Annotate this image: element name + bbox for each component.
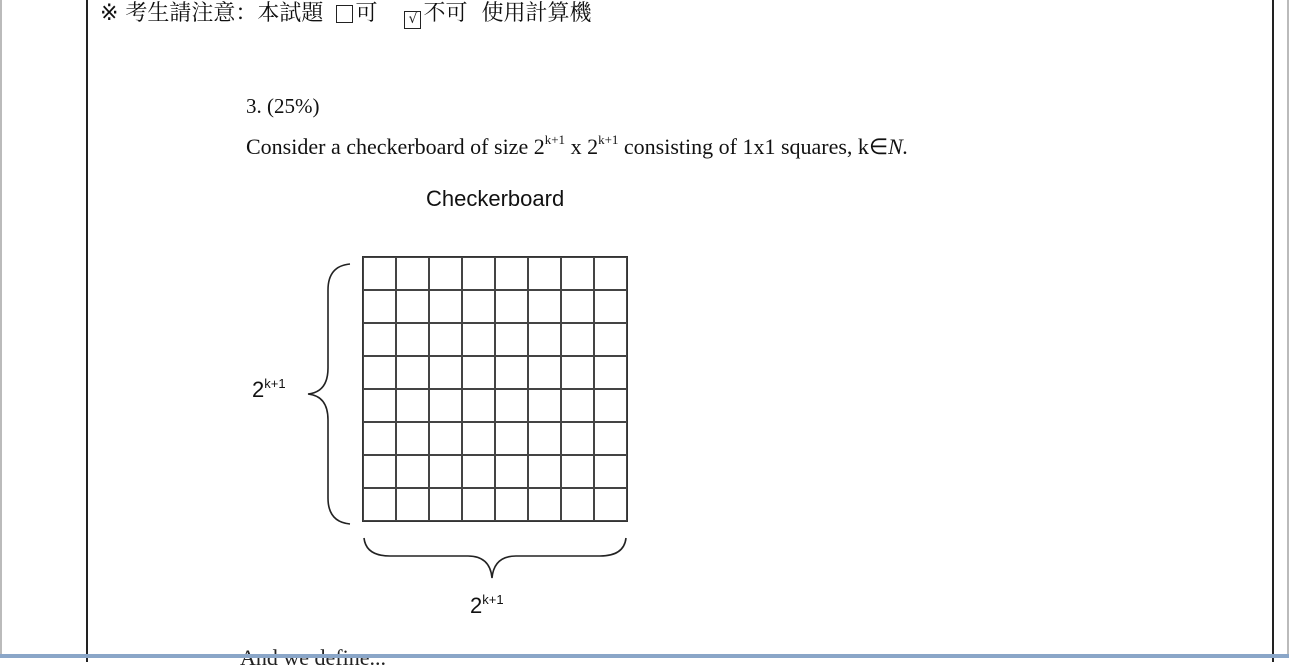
window-bottom-bar (0, 654, 1289, 658)
exponent-2: k+1 (598, 132, 619, 147)
question-text (246, 132, 908, 160)
board-square (396, 356, 429, 389)
calculator-notice (100, 0, 591, 30)
board-square (561, 356, 594, 389)
left-brace (300, 260, 360, 526)
board-square (594, 356, 627, 389)
board-square (429, 356, 462, 389)
board-square (429, 323, 462, 356)
bottom-label-exponent: k+1 (482, 592, 504, 607)
question-number: 3. (25%) (246, 94, 320, 118)
board-square (396, 389, 429, 422)
board-square (396, 455, 429, 488)
bottom-size-label (470, 592, 504, 619)
board-square (594, 455, 627, 488)
notice-prefix: ※ 考生請注意：本試題 (100, 1, 324, 26)
board-square (528, 290, 561, 323)
board-square (528, 455, 561, 488)
board-square (495, 356, 528, 389)
bottom-brace (360, 534, 630, 582)
board-square (561, 257, 594, 290)
board-square (462, 422, 495, 455)
board-square (594, 257, 627, 290)
board-square (495, 389, 528, 422)
question-text-part3: consisting of 1x1 squares, k (618, 134, 869, 159)
board-square (528, 422, 561, 455)
board-square (528, 257, 561, 290)
board-square (495, 422, 528, 455)
left-size-label (252, 376, 286, 403)
board-square (495, 488, 528, 521)
board-square (528, 488, 561, 521)
board-square (429, 422, 462, 455)
board-square (462, 323, 495, 356)
board-square (561, 455, 594, 488)
board-square (462, 488, 495, 521)
natural-numbers-symbol: N. (888, 134, 909, 159)
not-allowed-label: 不可 (423, 1, 468, 26)
board-square (363, 422, 396, 455)
board-square (462, 389, 495, 422)
board-square (396, 323, 429, 356)
board-square (561, 488, 594, 521)
continuation-text (240, 645, 386, 671)
board-square (396, 422, 429, 455)
board-square (363, 323, 396, 356)
board-square (594, 323, 627, 356)
exponent-1: k+1 (544, 132, 566, 147)
bottom-label-base: 2 (470, 593, 483, 618)
element-of-symbol: ∈ (868, 134, 889, 159)
checkerboard-grid (362, 256, 628, 522)
board-square (561, 290, 594, 323)
board-square (594, 389, 627, 422)
notice-suffix: 使用計算機 (481, 1, 592, 26)
board-square (462, 455, 495, 488)
board-square (528, 323, 561, 356)
board-square (429, 257, 462, 290)
board-square (495, 455, 528, 488)
board-square (363, 290, 396, 323)
left-label-exponent: k+1 (264, 376, 286, 391)
board-square (396, 257, 429, 290)
allowed-label: 可 (355, 1, 378, 26)
board-square (462, 257, 495, 290)
board-square (462, 356, 495, 389)
board-square (363, 356, 396, 389)
board-square (429, 455, 462, 488)
board-square (594, 290, 627, 323)
board-square (594, 488, 627, 521)
figure-title: Checkerboard (426, 186, 565, 211)
board-square (429, 389, 462, 422)
board-square (528, 356, 561, 389)
question-text-part2: x 2 (565, 134, 599, 159)
board-square (528, 389, 561, 422)
board-square (594, 422, 627, 455)
board-square (363, 389, 396, 422)
question-text-part1: Consider a checkerboard of size 2 (246, 134, 545, 159)
board-square (363, 488, 396, 521)
board-square (462, 290, 495, 323)
board-square (561, 389, 594, 422)
board-square (396, 290, 429, 323)
allowed-checkbox (336, 5, 353, 23)
left-label-base: 2 (252, 377, 265, 402)
board-square (495, 323, 528, 356)
board-square (363, 257, 396, 290)
board-square (495, 290, 528, 323)
board-square (561, 323, 594, 356)
left-page-edge (0, 0, 2, 658)
board-square (396, 488, 429, 521)
not-allowed-checkbox: √ (404, 11, 421, 29)
board-square (429, 488, 462, 521)
board-square (561, 422, 594, 455)
board-square (495, 257, 528, 290)
board-square (429, 290, 462, 323)
board-square (363, 455, 396, 488)
